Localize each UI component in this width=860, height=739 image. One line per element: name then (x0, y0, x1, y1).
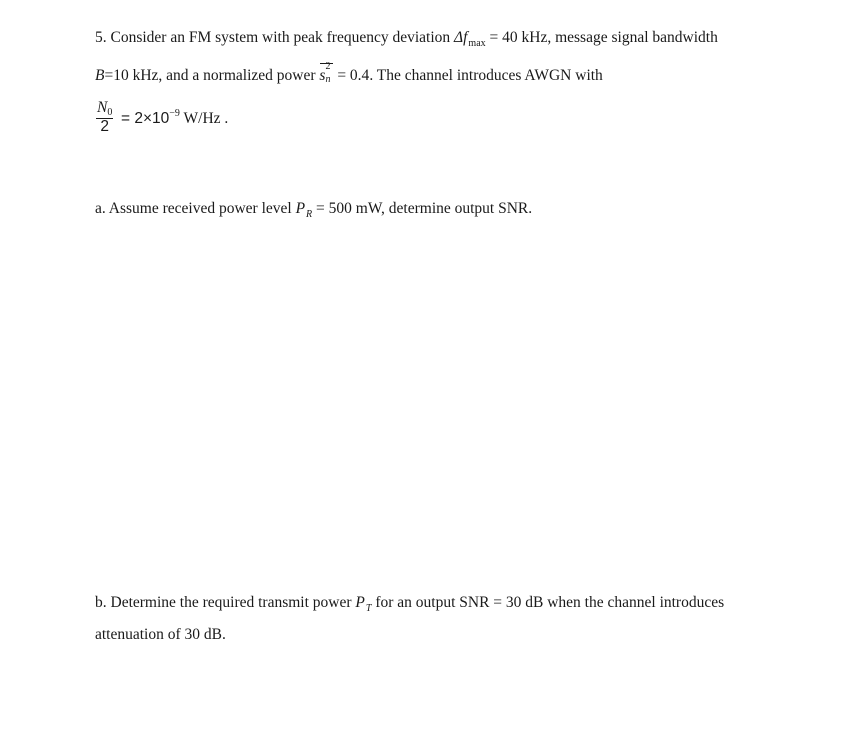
power-subscript: n (325, 74, 331, 85)
noise-units: W/Hz . (183, 110, 229, 127)
delta-f-value: = 40 kHz (489, 29, 548, 46)
normalized-power-expression (319, 61, 370, 85)
part-a (95, 199, 532, 221)
power-overbar (319, 61, 333, 86)
part-b-text: b. Determine the required transmit power (95, 594, 352, 611)
received-power-expression (295, 200, 382, 220)
part-b-line-2: attenuation of 30 dB. (95, 626, 226, 643)
noise-subscript: 0 (107, 107, 113, 118)
noise-value-exponent: −9 (169, 108, 180, 119)
delta-f-subscript: max (468, 38, 486, 49)
power-value: = 0.4 (337, 67, 370, 84)
problem-intro-text: 5. Consider an FM system with peak frequency deviation (95, 29, 451, 46)
part-a-text: a. Assume received power level (95, 200, 292, 217)
power-symbol: s (319, 67, 326, 84)
bandwidth-symbol: B (95, 67, 105, 84)
part-a-suffix: , determine output SNR. (381, 200, 533, 217)
noise-value (121, 109, 228, 131)
transmit-power-expression (355, 594, 372, 614)
part-b-line-1 (95, 593, 724, 615)
noise-symbol: N (97, 99, 108, 116)
transmit-power-subscript: T (365, 603, 372, 614)
noise-fraction (96, 100, 113, 135)
bandwidth-expression (95, 67, 158, 84)
normalized-power-text: , and a normalized power (158, 67, 316, 84)
part-b-suffix: for an output SNR = 30 dB when the channel introduces (375, 594, 725, 611)
delta-f-symbol: Δf (454, 29, 468, 46)
noise-value-mantissa: = 2×10 (121, 110, 170, 127)
problem-line-1 (95, 28, 718, 50)
power-superscript: 2 (325, 61, 331, 72)
received-power-value: = 500 mW (316, 200, 382, 217)
problem-line-2 (95, 61, 603, 86)
problem-line-1-suffix: , message signal bandwidth (547, 29, 718, 46)
power-indices (325, 61, 333, 85)
noise-denominator: 2 (100, 118, 109, 135)
bandwidth-value: =10 kHz (104, 67, 159, 84)
received-power-symbol: P (295, 200, 306, 217)
peak-deviation-expression (454, 29, 548, 49)
problem-line-2-suffix: . The channel introduces AWGN with (369, 67, 603, 84)
transmit-power-symbol: P (355, 594, 365, 611)
received-power-subscript: R (306, 209, 313, 220)
noise-numerator (96, 100, 113, 119)
